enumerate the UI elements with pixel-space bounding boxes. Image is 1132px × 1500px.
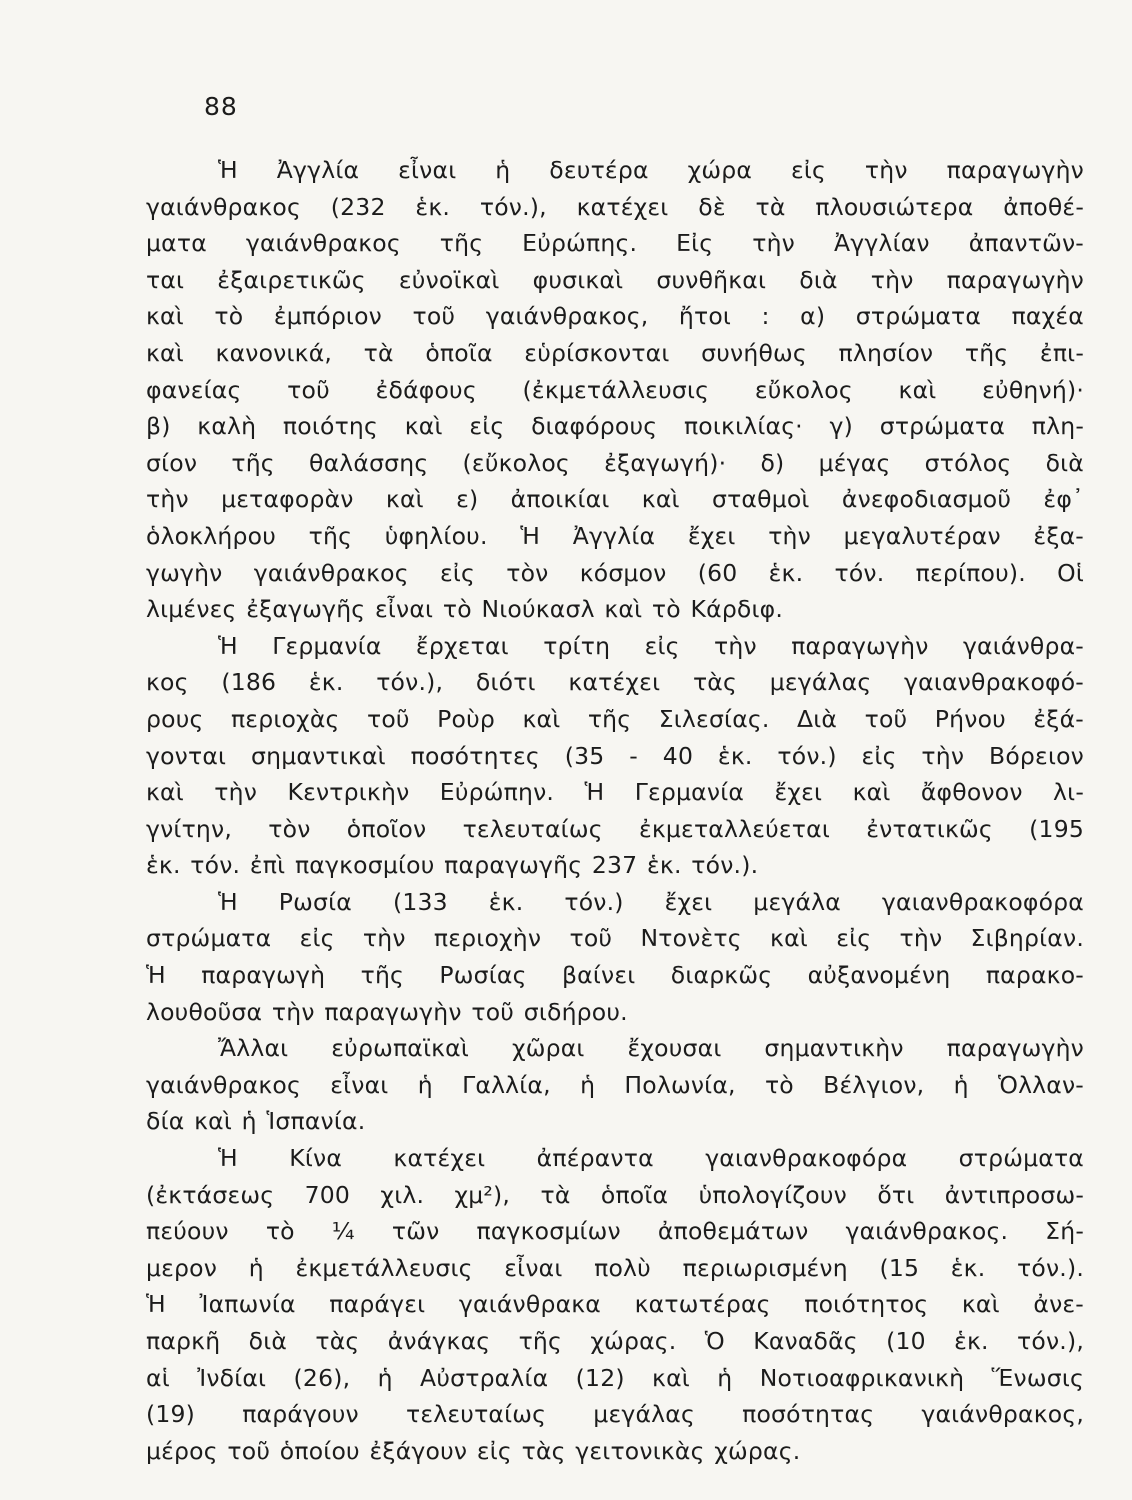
text-line: Ἡ Γερμανία ἔρχεται τρίτη εἰς τὴν παραγωγὴν γαιάνθρα- [218,631,1084,660]
text-line: μερον ἡ ἐκμετάλλευσις εἶναι πολὺ περιωρισμένη (15 ἑκ. τόν.). [146,1253,1084,1282]
text-line: γαιάνθρακος εἶναι ἡ Γαλλία, ἡ Πολωνία, τὸ Βέλγιον, ἡ Ὁλλαν- [146,1070,1084,1099]
text-line: Ἡ Ἰαπωνία παράγει γαιάνθρακα κατωτέρας ποιότητος καὶ ἀνε- [146,1290,1084,1319]
text-line: γονται σημαντικαὶ ποσότητες (35 - 40 ἑκ. τόν.) εἰς τὴν Βόρειον [146,741,1084,770]
text-line: καὶ τὴν Κεντρικὴν Εὐρώπην. Ἡ Γερμανία ἔχει καὶ ἄφθονον λι- [146,778,1084,807]
text-line: μέρος τοῦ ὁποίου ἐξάγουν εἰς τὰς γειτονικὰς χώρας. [146,1436,801,1465]
text-line: πεύουν τὸ ¼ τῶν παγκοσμίων ἀποθεμάτων γαιάνθρακος. Σή- [146,1217,1084,1246]
text-line: στρώματα εἰς τὴν περιοχὴν τοῦ Ντονὲτς καὶ εἰς τὴν Σιβηρίαν. [146,924,1084,953]
text-line: γνίτην, τὸν ὁποῖον τελευταίως ἐκμεταλλεύεται ἐντατικῶς (195 [146,814,1084,843]
text-line: ται ἐξαιρετικῶς εὐνοϊκαὶ φυσικαὶ συνθῆκαι διὰ τὴν παραγωγὴν [146,265,1084,294]
text-line: ματα γαιάνθρακος τῆς Εὐρώπης. Εἰς τὴν Ἀγγλίαν ἀπαντῶν- [146,229,1084,258]
text-line: κος (186 ἑκ. τόν.), διότι κατέχει τὰς μεγάλας γαιανθρακοφό- [146,668,1084,697]
text-line: σίον τῆς θαλάσσης (εὔκολος ἐξαγωγή)· δ) μέγας στόλος διὰ [146,448,1084,477]
text-line: ὁλοκλήρου τῆς ὑφηλίου. Ἡ Ἀγγλία ἔχει τὴν μεγαλυτέραν ἐξα- [146,521,1084,550]
text-line: δία καὶ ἡ Ἱσπανία. [146,1107,366,1136]
body-text [146,152,1084,1469]
text-line: Ἡ Ἀγγλία εἶναι ἡ δευτέρα χώρα εἰς τὴν παραγωγὴν [218,156,1084,184]
text-line: καὶ τὸ ἐμπόριον τοῦ γαιάνθρακος, ἤτοι : α) στρώματα παχέα [146,302,1084,331]
text-line: καὶ κανονικά, τὰ ὁποῖα εὑρίσκονται συνήθως πλησίον τῆς ἐπι- [146,338,1084,367]
text-line: Ἡ Κίνα κατέχει ἀπέραντα γαιανθρακοφόρα στρώματα [218,1144,1084,1173]
text-line: Ἡ παραγωγὴ τῆς Ρωσίας βαίνει διαρκῶς αὐξανομένη παρακο- [146,961,1084,990]
paragraph-england-coal [146,152,1084,628]
text-line: ἑκ. τόν. ἐπὶ παγκοσμίου παραγωγῆς 237 ἑκ. τόν.). [146,851,759,880]
paragraph-asia-other-coal [146,1140,1084,1469]
text-line: (19) παράγουν τελευταίως μεγάλας ποσότητας γαιάνθρακος, [146,1400,1084,1429]
paragraph-germany-coal [146,628,1084,884]
text-line: β) καλὴ ποιότης καὶ εἰς διαφόρους ποικιλίας· γ) στρώματα πλη- [146,412,1084,441]
text-line: παρκῆ διὰ τὰς ἀνάγκας τῆς χώρας. Ὁ Καναδᾶς (10 ἑκ. τόν.), [146,1327,1084,1355]
text-line: Ἄλλαι εὐρωπαϊκαὶ χῶραι ἔχουσαι σημαντικὴν παραγωγὴν [218,1034,1084,1063]
text-line: ρους περιοχὰς τοῦ Ροὺρ καὶ τῆς Σιλεσίας. Διὰ τοῦ Ρήνου ἐξά- [146,704,1084,733]
text-line: (ἐκτάσεως 700 χιλ. χμ²), τὰ ὁποῖα ὑπολογίζουν ὅτι ἀντιπροσω- [146,1180,1084,1209]
text-line: λουθοῦσα τὴν παραγωγὴν τοῦ σιδήρου. [146,997,628,1026]
text-line: φανείας τοῦ ἐδάφους (ἐκμετάλλευσις εὔκολος καὶ εὐθηνή)· [146,375,1084,404]
text-line: τὴν μεταφορὰν καὶ ε) ἀποικίαι καὶ σταθμοὶ ἀνεφοδιασμοῦ ἐφ᾽ [146,485,1084,514]
page-number: 88 [204,92,238,121]
text-line: γαιάνθρακος (232 ἑκ. τόν.), κατέχει δὲ τὰ πλουσιώτερα ἀποθέ- [146,192,1084,221]
text-line: λιμένες ἐξαγωγῆς εἶναι τὸ Νιούκασλ καὶ τὸ Κάρδιφ. [146,595,784,624]
paragraph-russia-coal [146,884,1084,1030]
paragraph-other-europe-coal [146,1030,1084,1140]
text-line: αἱ Ἰνδίαι (26), ἡ Αὐστραλία (12) καὶ ἡ Νοτιοαφρικανικὴ Ἕνωσις [146,1363,1084,1392]
text-line: Ἡ Ρωσία (133 ἑκ. τόν.) ἔχει μεγάλα γαιανθρακοφόρα [218,887,1084,916]
text-line: γωγὴν γαιάνθρακος εἰς τὸν κόσμον (60 ἑκ. τόν. περίπου). Οἱ [146,558,1084,587]
